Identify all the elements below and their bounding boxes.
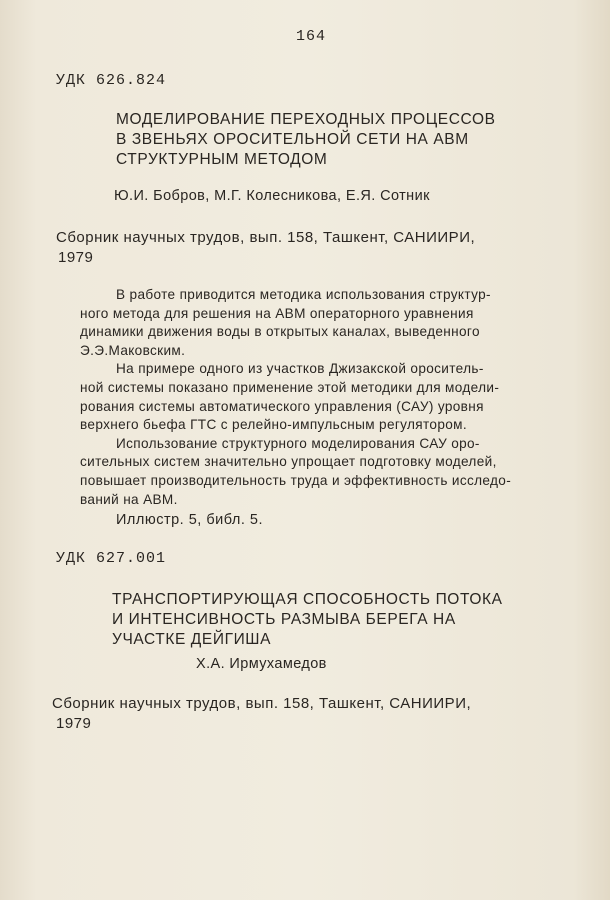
article-title [116, 110, 496, 170]
article-title [112, 590, 503, 650]
source-line: Сборник научных трудов, вып. 158, Ташкент, САНИИРИ, [56, 229, 476, 246]
authors: Х.А. Ирмухамедов [196, 656, 327, 672]
authors: Ю.И. Бобров, М.Г. Колесникова, Е.Я. Сотник [114, 188, 430, 204]
title-line: СТРУКТУРНЫМ МЕТОДОМ [116, 151, 328, 168]
illustrations-note: Иллюстр. 5, библ. 5. [116, 512, 264, 528]
source-line: 1979 [58, 249, 94, 266]
abstract-line: верхнего бьефа ГТС с релейно-импульсным регулятором. [80, 417, 467, 433]
abstract-line: рования системы автоматического управления (САУ) уровня [80, 398, 484, 414]
source-line: 1979 [56, 715, 92, 732]
source-citation [52, 694, 471, 734]
abstract-line: На примере одного из участков Джизакской ороситель- [116, 361, 484, 377]
abstract-line: Э.Э.Маковским. [80, 342, 186, 358]
abstract-line: сительных систем значительно упрощает подготовку моделей, [80, 454, 497, 470]
title-line: И ИНТЕНСИВНОСТЬ РАЗМЫВА БЕРЕГА НА [112, 611, 456, 628]
abstract-line: ваний на АВМ. [80, 491, 178, 507]
title-line: В ЗВЕНЬЯХ ОРОСИТЕЛЬНОЙ СЕТИ НА АВМ [116, 131, 469, 148]
abstract-line: ного метода для решения на АВМ операторного уравнения [80, 305, 474, 321]
title-line: УЧАСТКЕ ДЕЙГИША [112, 631, 272, 648]
source-line: Сборник научных трудов, вып. 158, Ташкент, САНИИРИ, [52, 695, 472, 712]
title-line: ТРАНСПОРТИРУЮЩАЯ СПОСОБНОСТЬ ПОТОКА [112, 591, 503, 608]
source-citation [56, 228, 475, 268]
title-line: МОДЕЛИРОВАНИЕ ПЕРЕХОДНЫХ ПРОЦЕССОВ [116, 111, 496, 128]
abstract-line: В работе приводится методика использования структур- [116, 287, 491, 302]
abstract-line: ной системы показано применение этой методики для модели- [80, 379, 500, 395]
abstract [80, 286, 511, 509]
page-number: 164 [296, 28, 327, 45]
abstract-line: динамики движения воды в открытых каналах, выведенного [80, 324, 480, 340]
abstract-line: повышает производительность труда и эффективность исследо- [80, 472, 512, 488]
udk-code: УДК 626.824 [56, 72, 167, 89]
abstract-line: Использование структурного моделирования САУ оро- [116, 435, 480, 451]
udk-code: УДК 627.001 [56, 550, 167, 567]
